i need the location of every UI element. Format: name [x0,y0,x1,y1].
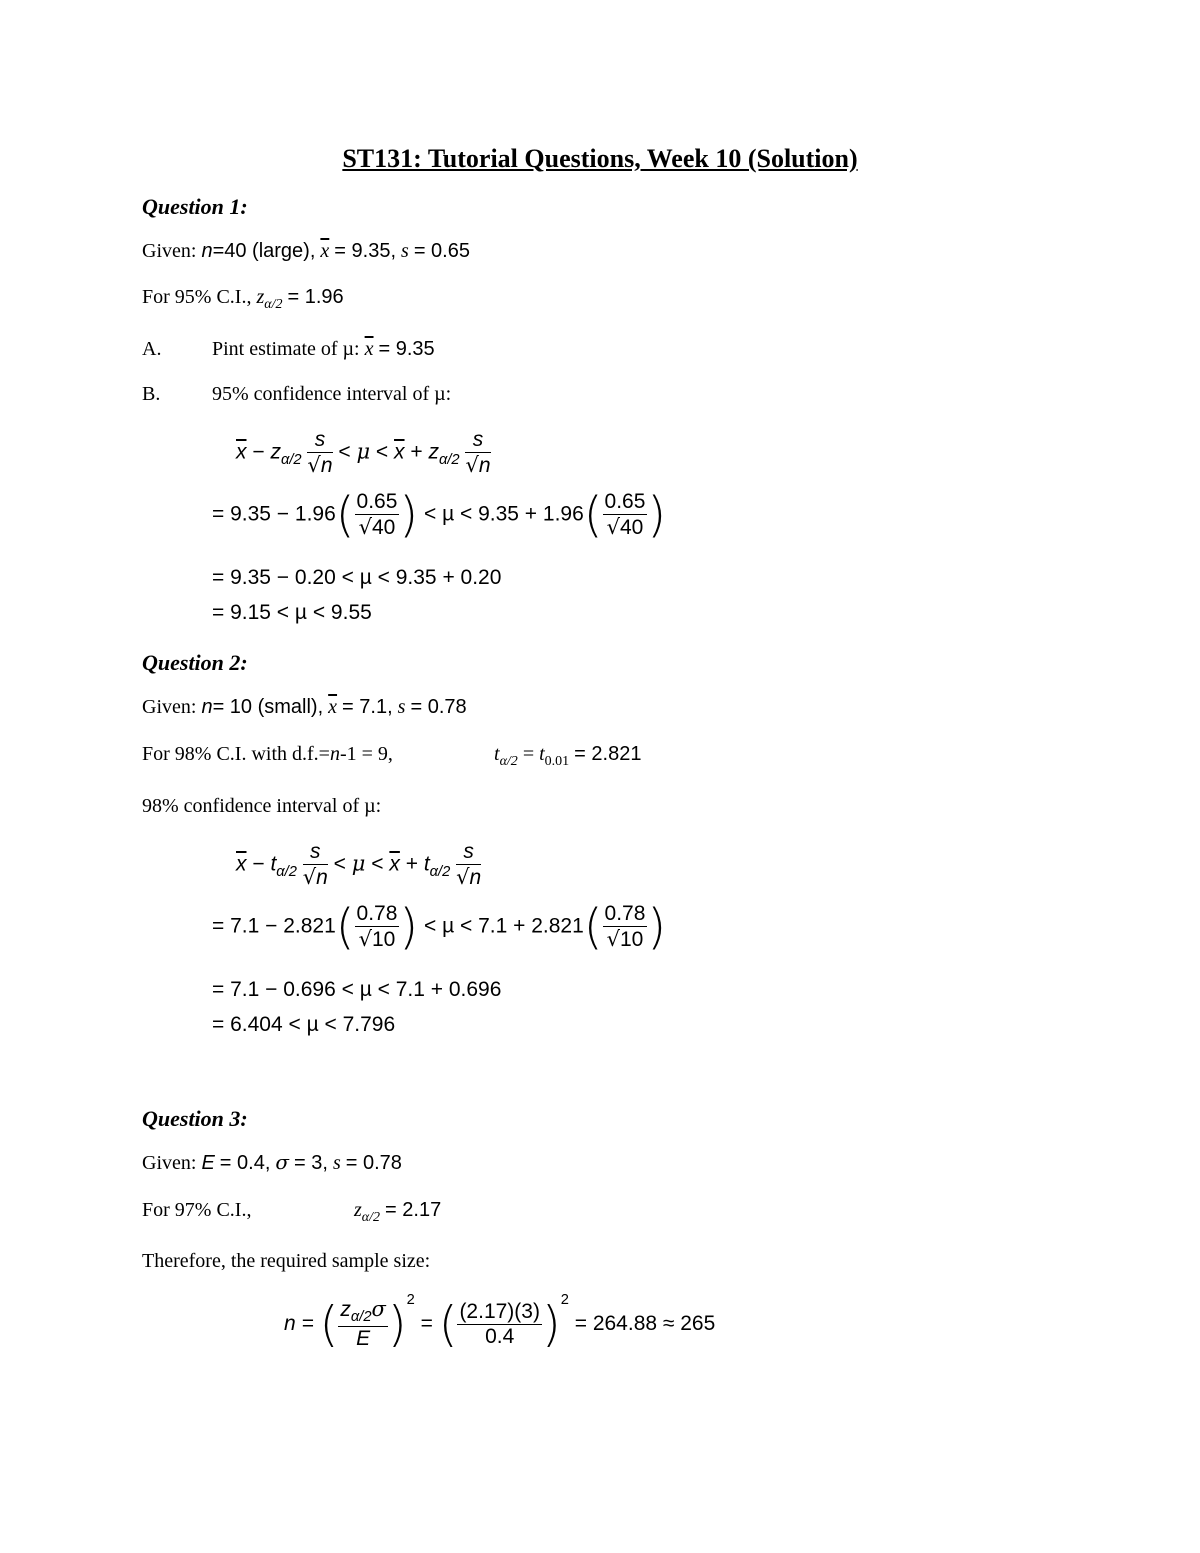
q1-b-label: B. [142,383,161,405]
q1-ci-formula: $\overline{x} - z_{\alpha/2}$ $\frac{s}{√n}$ < $\mu < \overline{x} + z_{\alpha/2}$ $\frac{s}{√n}$ [236,428,491,478]
q1-a-label: A. [142,338,162,360]
q2-n-value: = 10 (small), [212,696,324,718]
q2-t-subscript: α/2 [499,754,518,769]
q3-sigma-symbol: σ [275,1150,290,1174]
q2-given-prefix: Given: [142,696,197,718]
q2-ci-n: n [329,743,340,765]
q1-ci-line [142,286,344,313]
q1-n-symbol: n [201,240,213,262]
q3-sample-size-formula: n = ( $\frac{z_{\alpha/2}\sigma}{E}$ )$^2$ = ( $\frac{(2.17)(3)}{0.4}$ )$^2$ = 264.88 ≈ 265 [284,1292,716,1353]
q2-given-line [142,696,467,719]
q3-s-symbol: s [332,1152,341,1174]
q3-s-value: = 0.78 [345,1152,402,1174]
q3-z-value: = 2.17 [385,1199,442,1221]
page-title: ST131: Tutorial Questions, Week 10 (Solution) [342,144,858,173]
q1-a-value: = 9.35 [378,338,435,360]
q2-t-symbol: t [494,743,500,765]
question-1-heading: Question 1: [142,194,248,219]
q2-xbar-symbol: $\overline{x}$ [328,696,338,718]
q1-b-text: 95% confidence interval of µ: [212,383,452,405]
q2-s-symbol: s [397,696,406,718]
q2-t2-subscript: 0.01 [544,754,570,769]
q1-xbar-symbol: $\overline{x}$ [320,240,330,262]
q2-t2-symbol: t [539,743,545,765]
q2-xbar-value: = 7.1, [342,696,393,718]
q3-z-symbol: z [354,1199,362,1221]
q1-given-line [142,240,470,263]
q2-t-value: = 2.821 [574,743,642,765]
q1-s-symbol: s [401,240,409,262]
q2-ci-prefix: For 98% C.I. with d.f.= [142,743,330,765]
q3-z-subscript: α/2 [361,1210,381,1225]
q2-interval-text: 98% confidence interval of µ: [142,795,382,817]
q2-n-symbol: n [201,696,213,718]
q2-ci-result: = 6.404 < µ < 7.796 [212,1013,396,1036]
q1-given-prefix: Given: [142,240,197,262]
q3-therefore-text: Therefore, the required sample size: [142,1250,431,1272]
q3-given-prefix: Given: [142,1152,197,1174]
q1-z-subscript: α/2 [264,297,283,312]
q1-xbar-value: = 9.35, [334,240,397,262]
q3-ci-prefix: For 97% C.I., [142,1199,252,1221]
q2-s-value: = 0.78 [410,696,467,718]
q3-E-symbol: E [201,1152,215,1174]
q2-ci-line: For 98% C.I. with d.f.=n-1 = 9, $t_{\alpha/2} = t_{0.01} = 2.821$ [142,743,642,769]
q1-ci-step3: = 9.35 − 0.20 < µ < 9.35 + 0.20 [212,566,502,589]
q3-E-value: = 0.4, [219,1152,271,1174]
q3-given-line [142,1150,402,1175]
q1-part-b [142,383,452,406]
q1-s-value: = 0.65 [413,240,470,262]
q1-ci-substitution: = 9.35 − 1.96( $\frac{0.65}{√40}$ ) < µ < 9.35 + 1.96( $\frac{0.65}{√40}$ ) [212,487,667,544]
q2-ci-step3: = 7.1 − 0.696 < µ < 7.1 + 0.696 [212,978,502,1001]
q1-a-xbar: $\overline{x}$ [364,338,374,360]
q1-z-value: = 1.96 [287,286,344,308]
question-2-heading: Question 2: [142,650,248,675]
q3-sigma-value: = 3, [294,1152,328,1174]
q3-result: = 264.88 ≈ 265 [574,1312,716,1335]
q1-ci-result: = 9.15 < µ < 9.55 [212,601,372,624]
q2-ci-substitution: = 7.1 − 2.821( $\frac{0.78}{√10}$ ) < µ < 7.1 + 2.821( $\frac{0.78}{√10}$ ) [212,899,667,956]
question-3-heading: Question 3: [142,1106,248,1131]
q2-ci-formula: $\overline{x} - t_{\alpha/2}$ $\frac{s}{√n}$ < $\mu < \overline{x} + t_{\alpha/2}$ $\frac{s}{√n}$ [236,840,482,890]
q1-a-text: Pint estimate of µ: [212,338,360,360]
q1-ci-prefix: For 95% C.I., [142,286,252,308]
q1-z-symbol: z [256,286,265,308]
q1-n-value: =40 (large), [212,240,316,262]
q2-ci-rest: -1 = 9, [339,743,393,765]
q1-part-a [142,338,435,361]
